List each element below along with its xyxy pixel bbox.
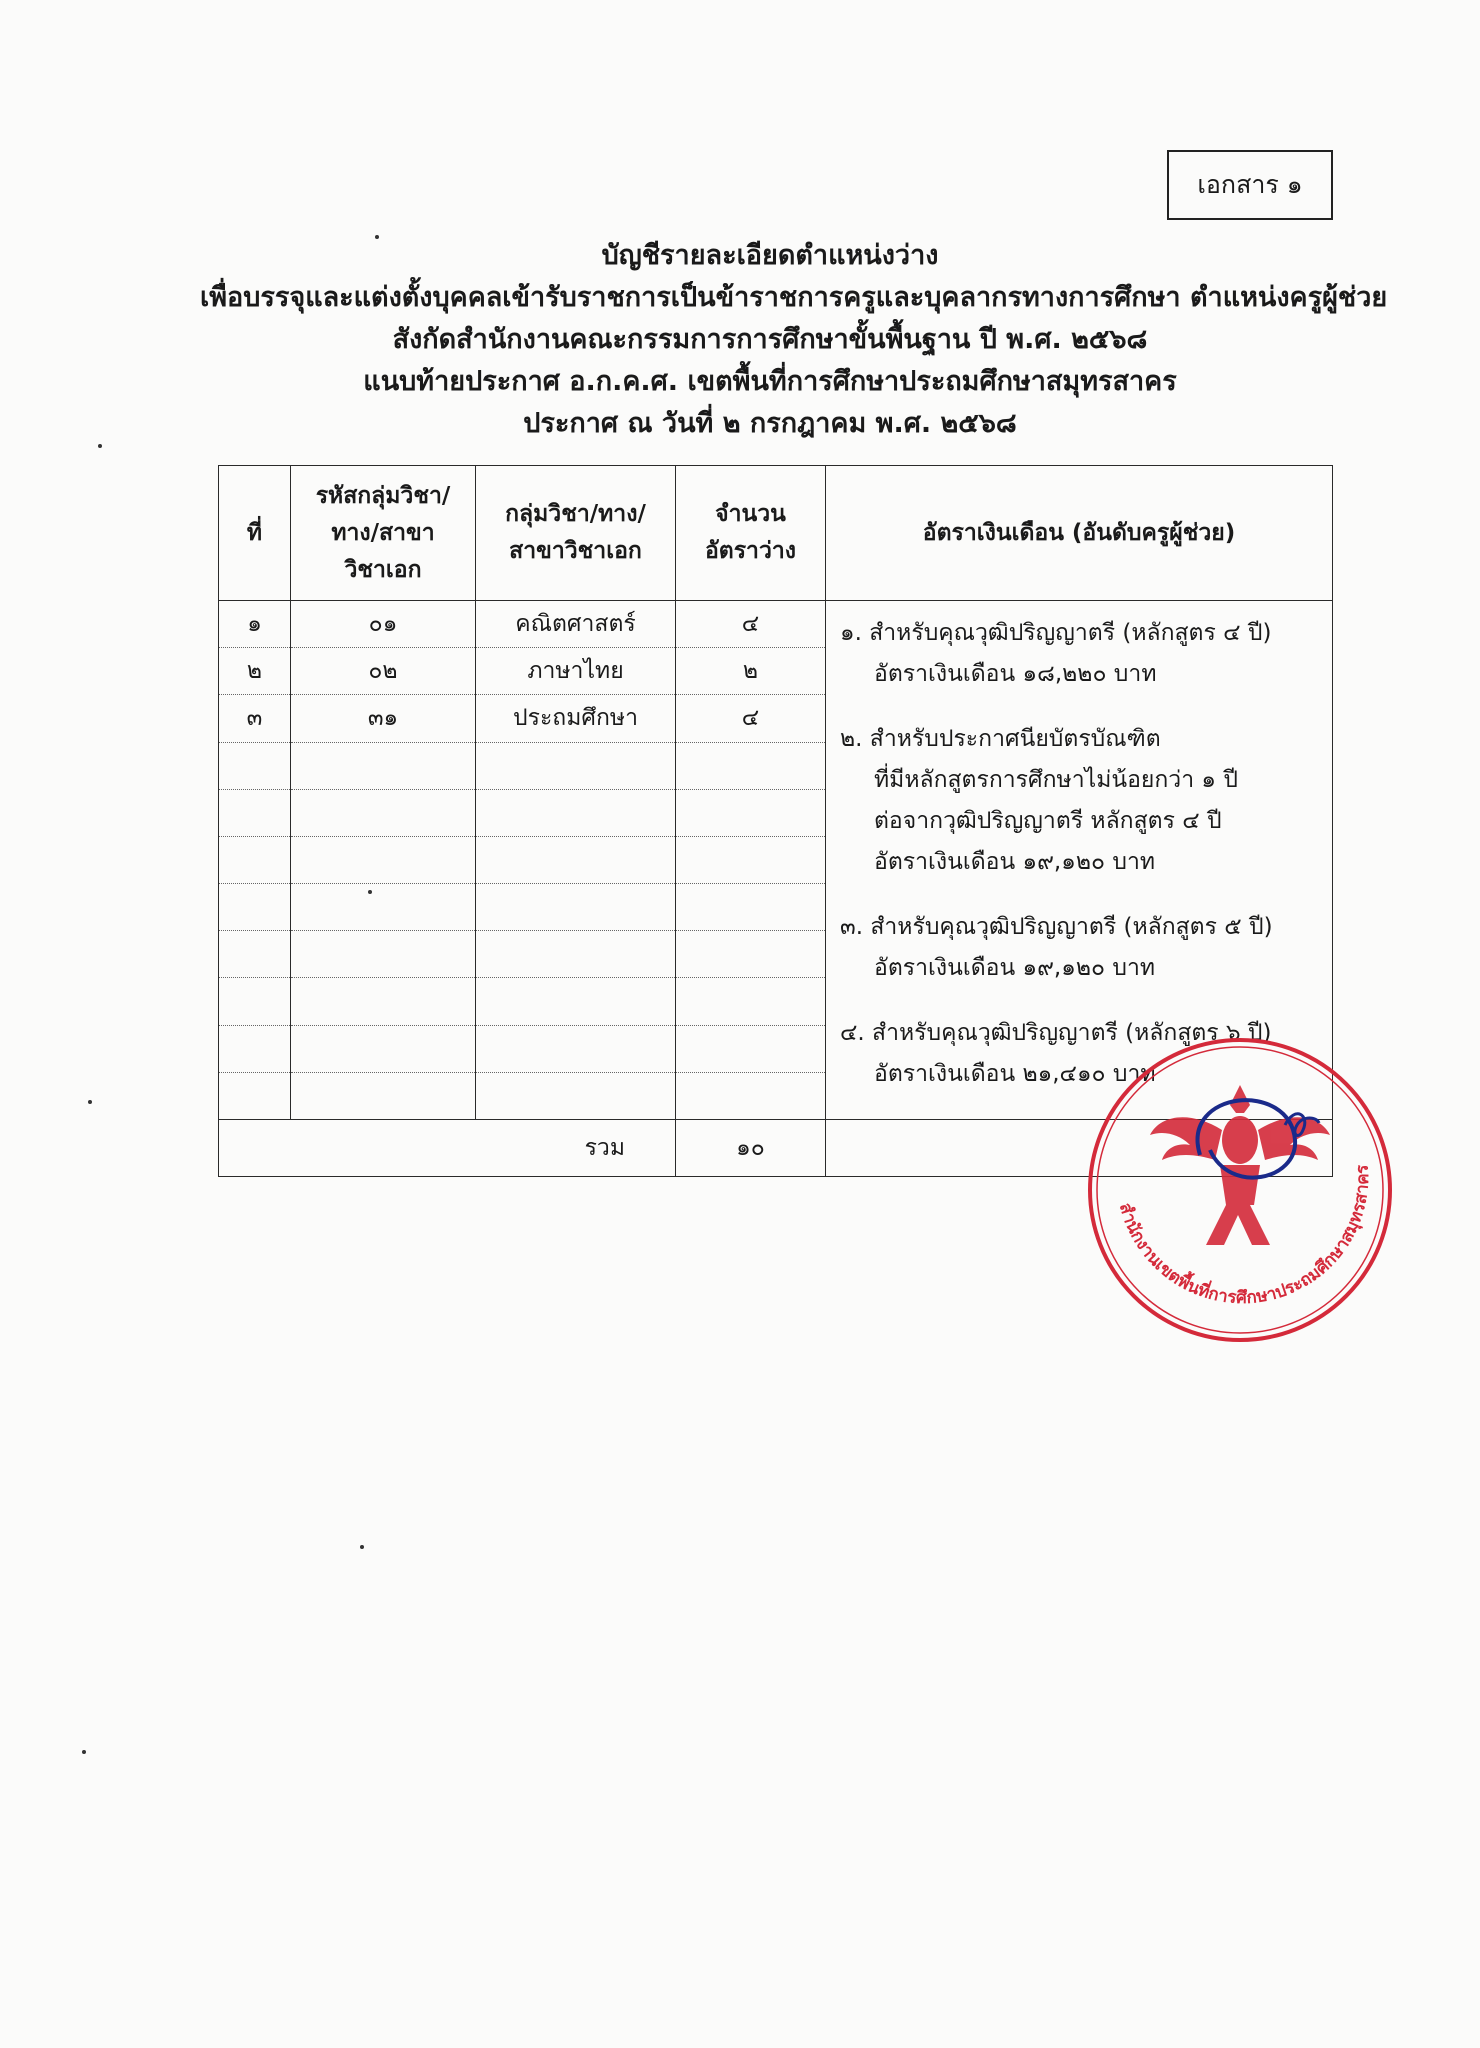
cell-no: ๓ (219, 695, 291, 742)
cell-subject: ประถมศึกษา (476, 695, 676, 742)
cell-count: ๔ (676, 601, 826, 648)
heading-line-4: แนบท้ายประกาศ อ.ก.ค.ศ. เขตพื้นที่การศึกษาประถมศึกษาสมุทรสาคร (363, 366, 1177, 397)
scan-speck (368, 890, 372, 894)
cell-no: ๑ (219, 601, 291, 648)
cell-subject: คณิตศาสตร์ (476, 601, 676, 648)
header-group: กลุ่มวิชา/ทาง/ สาขาวิชาเอก (476, 466, 676, 601)
heading-line-1: บัญชีรายละเอียดตำแหน่งว่าง (601, 240, 939, 271)
garuda-emblem-icon (1150, 1085, 1330, 1245)
table-header-row (219, 466, 1333, 601)
heading-line-5: ประกาศ ณ วันที่ ๒ กรกฎาคม พ.ศ. ๒๕๖๘ (523, 408, 1017, 439)
header-code: รหัสกลุ่มวิชา/ ทาง/สาขา วิชาเอก (291, 466, 476, 601)
cell-code: ๐๑ (291, 601, 476, 648)
header-no: ที่ (219, 466, 291, 601)
salary-item-3: ๓. สำหรับคุณวุฒิปริญญาตรี (หลักสูตร ๕ ปี) อัตราเงินเดือน ๑๙,๑๒๐ บาท (840, 914, 1273, 981)
document-label-text: เอกสาร ๑ (1197, 170, 1303, 199)
scan-speck (82, 1750, 86, 1754)
header-count: จำนวน อัตราว่าง (676, 466, 826, 601)
cell-code: ๓๑ (291, 695, 476, 742)
cell-no: ๒ (219, 648, 291, 695)
scan-speck (88, 1100, 92, 1104)
scan-speck (375, 235, 379, 239)
cell-count: ๒ (676, 648, 826, 695)
salary-item-1: ๑. สำหรับคุณวุฒิปริญญาตรี (หลักสูตร ๔ ปี) อัตราเงินเดือน ๑๘,๒๒๐ บาท (840, 620, 1272, 687)
seal-text: สำนักงานเขตพื้นที่การศึกษาประถมศึกษาสมุทรสาคร (1114, 1163, 1374, 1309)
cell-subject: ภาษาไทย (476, 648, 676, 695)
document-label (1167, 150, 1333, 220)
table-row (219, 601, 1333, 648)
cell-count: ๔ (676, 695, 826, 742)
scan-speck (98, 444, 102, 448)
scan-speck (360, 1545, 364, 1549)
document-heading (200, 235, 1388, 445)
total-count: ๑๐ (676, 1120, 826, 1177)
header-salary: อัตราเงินเดือน (อันดับครูผู้ช่วย) (826, 466, 1333, 601)
total-label: รวม (219, 1120, 676, 1177)
salary-item-4: ๔. สำหรับคุณวุฒิปริญญาตรี (หลักสูตร ๖ ปี) อัตราเงินเดือน ๒๑,๔๑๐ บาท (840, 1020, 1272, 1087)
official-seal-stamp (1080, 1030, 1400, 1350)
salary-item-2: ๒. สำหรับประกาศนียบัตรบัณฑิต ที่มีหลักสูตรการศึกษาไม่น้อยกว่า ๑ ปี ต่อจากวุฒิปริญญาตรี หลักสูตร ๔ ปี อัตราเงินเดือน ๑๙,๑๒๐ บาท (840, 726, 1238, 875)
cell-code: ๐๒ (291, 648, 476, 695)
heading-line-2: เพื่อบรรจุและแต่งตั้งบุคคลเข้ารับราชการเป็นข้าราชการครูและบุคลากรทางการศึกษา ตำแหน่งครูผู้ช่วย (200, 282, 1388, 313)
heading-line-3: สังกัดสำนักงานคณะกรรมการการศึกษาขั้นพื้นฐาน ปี พ.ศ. ๒๕๖๘ (392, 324, 1148, 355)
